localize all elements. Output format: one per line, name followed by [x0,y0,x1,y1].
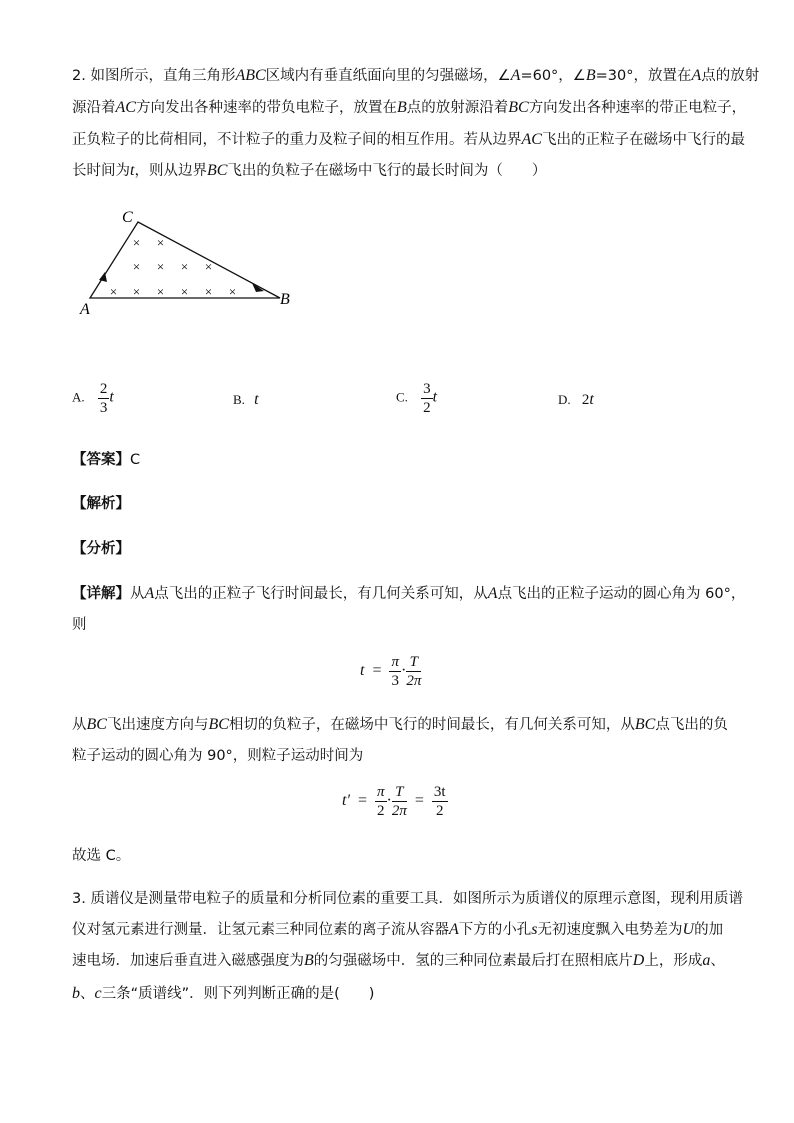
text: 无初速度飘入电势差为 [537,922,683,938]
fraction [432,783,448,820]
field-mark: × [156,235,165,250]
numerator: π [391,654,399,670]
field-mark: × [204,284,213,299]
text: 点飞出的正粒子飞行时间最长，有几何关系可知，从 [154,586,488,602]
detail-line-4: 粒子运动的圆心角为 90°，则粒子运动时间为 [72,748,364,764]
text: · [401,662,407,680]
field-mark: × [156,259,165,274]
numerator: T [406,653,421,672]
text: 飞出速度方向与 [106,717,209,733]
text: B [396,99,407,116]
option-label: A. [72,389,85,405]
detail-line-1 [72,584,745,604]
text: A [144,585,155,602]
text: A [449,921,459,938]
option-a[interactable] [72,380,114,417]
arrow-bc-icon [252,283,264,292]
q2-line-4 [72,161,546,181]
option-label: D. [558,392,571,407]
text: 区域内有垂直纸面向里的匀强磁场，∠ [265,68,511,84]
conclusion: 故选 C。 [72,848,131,864]
text: 长时间为 [72,163,130,179]
fraction [389,653,401,690]
answer-tag: 【答案】 [72,452,130,468]
text: 、 [710,953,725,969]
text: 点的放射 [701,68,760,84]
variable: t [109,388,114,406]
text: s [531,921,538,938]
answer-line [72,450,140,470]
variable: t [432,388,438,406]
option-label: B. [233,392,245,407]
text: a [702,952,711,969]
text: AC [115,99,136,116]
text: 方向发出各种速率的带正电粒子， [528,100,747,116]
text: 速电场．加速后垂直进入磁感强度为 [72,953,304,969]
q2-line-1 [72,66,759,86]
label-a: A [80,301,90,318]
text: 2. 如图所示，直角三角形 [72,68,236,84]
denominator: 3 [391,673,399,689]
text: 源沿着 [72,100,116,116]
option-d[interactable] [558,391,594,409]
detail-tag: 【详解】 [72,586,130,602]
fraction [406,653,421,690]
field-mark: × [228,284,237,299]
text: A [691,67,702,84]
field-mark: × [132,235,141,250]
text: D [632,952,645,969]
field-mark: × [109,284,118,299]
field-marks [109,235,237,299]
detail-line-2: 则 [72,617,87,633]
text: AC [521,131,542,148]
text: 点的放射源沿着 [406,100,509,116]
denominator: 2 [376,803,385,819]
denominator: 2 [435,803,444,819]
text: · [386,792,392,810]
text: t [360,662,365,680]
q3-line-2 [72,920,723,940]
text: BC [508,99,529,116]
text: 飞出的负粒子在磁场中飞行的最长时间为（ ） [227,163,547,179]
text: 下方的小孔 [458,922,532,938]
option-label: C. [396,389,408,405]
text: 相切的负粒子，在磁场中飞行的时间最长，有几何关系可知，从 [228,717,635,733]
denominator: 2π [406,673,422,689]
numerator: 2 [99,381,108,397]
fenxi-tag: 【分析】 [72,541,130,557]
text: =30°，放置在 [595,68,692,84]
variable: t [254,391,259,408]
text: B [304,952,314,969]
variable: t [589,391,594,408]
q3-line-3 [72,951,725,971]
field-mark: × [156,284,165,299]
text: t′ [342,792,350,810]
text: U [682,921,695,938]
text: BC [634,716,656,733]
text: = [372,662,382,680]
text: A [487,585,498,602]
text: ABC [235,67,266,84]
text: BC [208,716,229,733]
field-mark: × [132,259,141,274]
text: BC [86,716,107,733]
text: =60°，∠ [520,68,586,84]
triangle-figure [70,200,310,320]
text: = [414,792,424,810]
q3-line-1: 3. 质谱仪是测量带电粒子的质量和分析同位素的重要工具．如图所示为质谱仪的原理示意图，现利用质谱 [72,891,743,907]
fraction [375,783,387,820]
text: t [130,162,135,179]
text: BC [206,162,228,179]
field-mark: × [180,259,189,274]
numerator: π [376,784,385,800]
text: 三条“质谱线”．则下列判断正确的是( ) [101,986,375,1002]
text: B [585,67,596,84]
equation-2 [342,783,448,820]
answer-value: C [130,452,141,468]
text: ，则从边界 [134,163,207,179]
fraction [392,783,407,820]
text: 的加 [694,922,724,938]
text: 上，形成 [644,953,703,969]
label-c: C [122,209,133,226]
text: 的匀强磁场中．氢的三种同位素最后打在照相底片 [313,953,633,969]
numerator: 3t [433,784,446,800]
fraction [98,380,110,417]
q2-line-2 [72,98,746,118]
text: b [72,985,80,1002]
text: 点飞出的正粒子运动的圆心角为 60°， [497,586,746,602]
numerator: T [392,783,407,802]
q3-line-4 [72,984,374,1004]
text: 、 [80,986,95,1002]
text: 正负粒子的比荷相同，不计粒子的重力及粒子间的相互作用。若从边界 [72,132,522,148]
value: 2 [581,392,590,408]
field-mark: × [204,259,213,274]
text: 仪对氢元素进行测量．让氢元素三种同位素的离子流从容器 [72,922,449,938]
text: A [510,67,521,84]
detail-line-3 [72,715,728,735]
equation-1 [360,653,421,690]
text: 从 [130,586,145,602]
numerator: 3 [423,381,431,397]
q2-line-3 [72,130,745,150]
field-mark: × [180,284,189,299]
text: c [94,985,102,1002]
text: = [357,792,367,810]
denominator: 2 [423,400,431,416]
denominator: 2π [391,803,407,819]
option-c[interactable] [396,380,437,417]
text: 从 [72,717,87,733]
field-mark: × [132,284,141,299]
analysis-tag: 【解析】 [72,496,130,512]
fraction [421,380,433,417]
denominator: 3 [99,400,108,416]
label-b: B [280,291,290,308]
option-b[interactable] [233,391,259,409]
text: 点飞出的负 [655,717,728,733]
text: 方向发出各种速率的带负电粒子，放置在 [135,100,397,116]
text: 飞出的正粒子在磁场中飞行的最 [541,132,745,148]
